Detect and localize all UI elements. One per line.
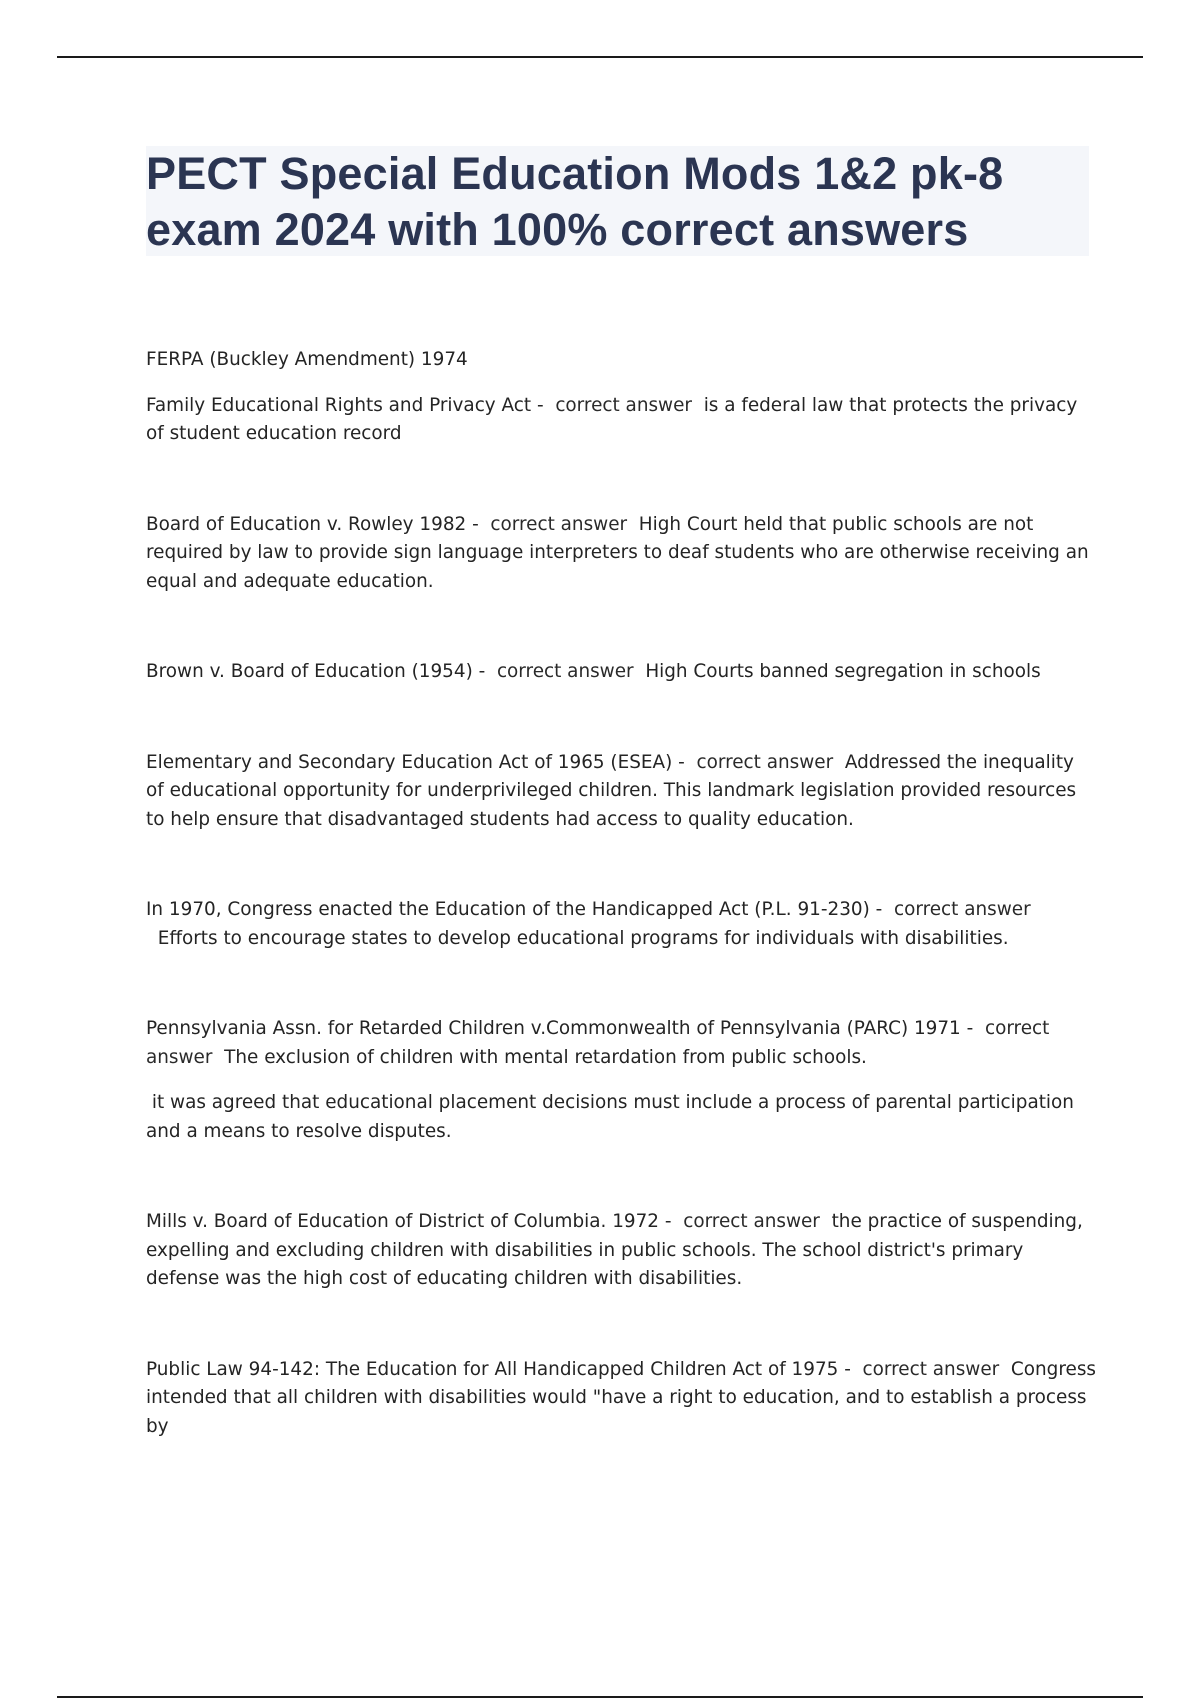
correct-answer-label: correct answer (146, 1018, 1050, 1068)
entry-mills: Mills v. Board of Education of District of Columbia. 1972 - correct answer the practice of suspending, expelling and excluding children with disabilities in public schools. The school district's primary defense was the high cost of educating children with disabilities. (146, 1211, 1083, 1289)
entry-pl-94-142: Public Law 94-142: The Education for All Handicapped Children Act of 1975 - correct answer Congress intended that all children with disabilities would "have a right to education, and to establish a process by (146, 1358, 1096, 1437)
entry-term: Brown v. Board of Education (1954) (146, 661, 473, 682)
document-title: PECT Special Education Mods 1&2 pk-8 exam 2024 with 100% correct answers (146, 148, 1004, 255)
entry-term: Public Law 94-142: The Education for All Handicapped Children Act of 1975 (146, 1358, 839, 1380)
correct-answer-label: correct answer (490, 513, 628, 535)
bottom-divider (57, 1696, 1143, 1698)
correct-answer-label: correct answer (496, 661, 634, 682)
entry-ferpa: Family Educational Rights and Privacy Act - correct answer is a federal law that protects the privacy of student education record (146, 394, 1078, 444)
entry-esea: Elementary and Secondary Education Act of 1965 (ESEA) - correct answer Addressed the inequality of educational opportunity for underprivileged children. This landmark legislation provided resources to help ensure that disadvantaged students had access to quality education. (146, 751, 1077, 830)
entry-answer: Efforts to encourage states to develop educational programs for individuals with disabilities. (157, 927, 1009, 949)
entry-term: Family Educational Rights and Privacy Act (146, 394, 532, 416)
correct-answer-label: correct answer (683, 1211, 820, 1232)
entry-term: Pennsylvania Assn. for Retarded Children v.Commonwealth of Pennsylvania (PARC) 1971 (146, 1018, 961, 1039)
entry-answer: it was agreed that educational placement decisions must include a process of parental participation and a means to resolve disputes. (146, 1092, 1074, 1142)
entry-answer: Congress intended that all children with disabilities would "have a right to education, and to establish a process by (146, 1358, 1096, 1437)
entry-answer: is a federal law that protects the privacy of student education record (146, 394, 1078, 444)
entry-answer: High Courts banned segregation in schools (645, 661, 1041, 682)
entry-rowley: Board of Education v. Rowley 1982 - correct answer High Court held that public schools are not required by law to provide sign language interpreters to deaf students who are otherwise receiving an equal and adequate education. (146, 513, 1089, 592)
entry-answer: Addressed the inequality of educational opportunity for underprivileged children. This landmark legislation provided resources to help ensure that disadvantaged students had access to quality education. (146, 751, 1077, 830)
entry-parc: Pennsylvania Assn. for Retarded Children v.Commonwealth of Pennsylvania (PARC) 1971 - correct answer The exclusion of children with mental retardation from public schools. (146, 1018, 1050, 1068)
correct-answer-label: correct answer (862, 1358, 1000, 1380)
entry-brown: Brown v. Board of Education (1954) - correct answer High Courts banned segregation in schools (146, 661, 1041, 682)
entry-answer: High Court held that public schools are not required by law to provide sign language interpreters to deaf students who are otherwise receiving an equal and adequate education. (146, 513, 1089, 592)
correct-answer-label: correct answer (893, 899, 1031, 920)
top-divider (57, 56, 1143, 58)
correct-answer-label: correct answer (555, 394, 692, 416)
entry-parc-continued (146, 1089, 1096, 1146)
entry-term: Mills v. Board of Education of District of Columbia. 1972 (146, 1211, 660, 1232)
entry-term: FERPA (Buckley Amendment) 1974 (146, 349, 468, 370)
entry-term: In 1970, Congress enacted the Education of the Handicapped Act (P.L. 91-230) (146, 899, 870, 920)
entry-answer: The exclusion of children with mental retardation from public schools. (224, 1046, 867, 1068)
entry-ferpa-heading (146, 346, 1096, 375)
entry-term: Elementary and Secondary Education Act of 1965 (ESEA) (146, 751, 673, 773)
document-body (146, 346, 1096, 1503)
entry-term: Board of Education v. Rowley 1982 (146, 513, 467, 535)
entry-answer: the practice of suspending, expelling and excluding children with disabilities in public schools. The school district's primary defense was the high cost of educating children with disabilities. (146, 1211, 1083, 1289)
correct-answer-label: correct answer (696, 751, 834, 773)
entry-eha: In 1970, Congress enacted the Education of the Handicapped Act (P.L. 91-230) - correct answer Efforts to encourage states to develop educational programs for individuals with disabilities. (146, 899, 1031, 949)
